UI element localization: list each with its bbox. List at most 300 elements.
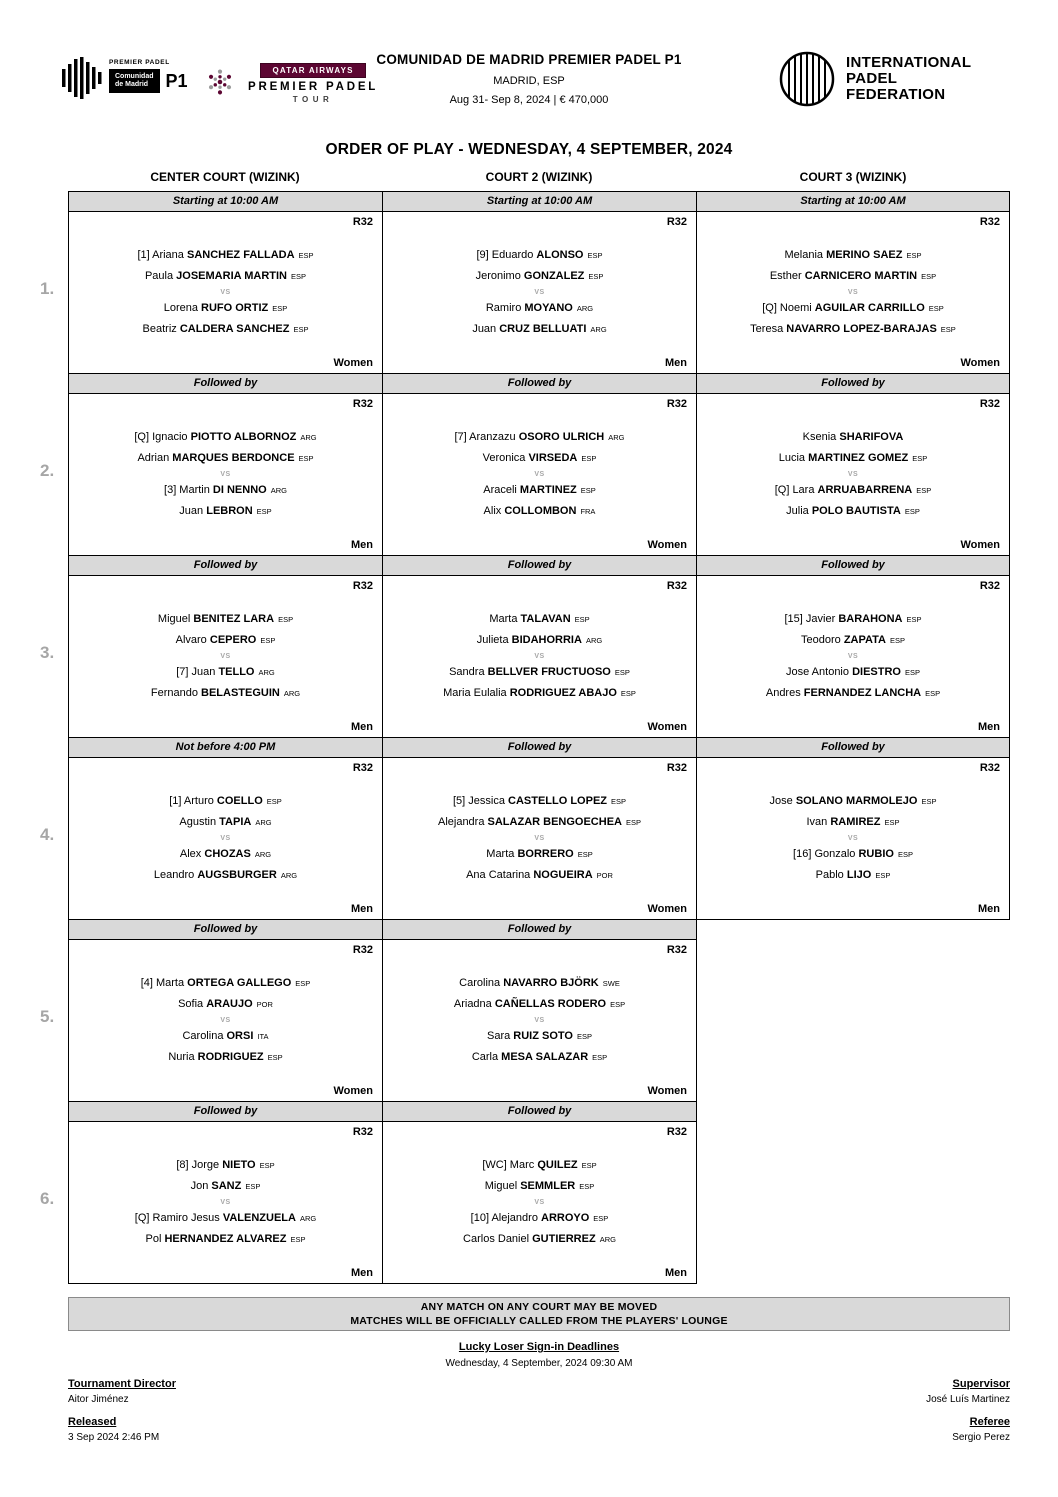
player-last-name: NAVARRO BJÖRK (503, 977, 599, 989)
player-last-name: COELLO (216, 795, 263, 807)
player-country: ESP (904, 668, 920, 677)
gender-label: Women (333, 1085, 373, 1097)
vs-label: VS (220, 1017, 231, 1024)
player-name (69, 865, 382, 886)
player-name (69, 609, 382, 630)
ipf-logo-text (846, 55, 971, 103)
player-last-name: TELLO (218, 666, 255, 678)
row-number: 1. (40, 279, 55, 298)
player-country: ESP (614, 668, 630, 677)
player-first-name: [WC] Marc (482, 1159, 538, 1171)
player-last-name: VIRSEDA (528, 452, 578, 464)
schedule-note: Followed by (69, 1101, 382, 1122)
player-name (383, 844, 696, 865)
match-row (40, 555, 1010, 737)
round-label: R32 (979, 580, 1000, 592)
player-first-name: [8] Jorge (176, 1159, 223, 1171)
player-last-name: GUTIERREZ (532, 1233, 596, 1245)
player-first-name: Carla (471, 1051, 502, 1063)
player-last-name: BORRERO (517, 848, 574, 860)
tournament-title: COMUNIDAD DE MADRID PREMIER PADEL P1 (376, 52, 682, 67)
schedule-note: Followed by (69, 555, 382, 576)
player-name (383, 427, 696, 448)
player-first-name: Veronica (482, 452, 529, 464)
player-first-name: Carolina (459, 977, 504, 989)
player-country: FRA (580, 507, 596, 516)
gender-label: Men (978, 903, 1000, 915)
player-name (383, 448, 696, 469)
player-country: ESP (611, 797, 627, 806)
player-name (69, 1176, 382, 1197)
released-label: Released (68, 1416, 117, 1428)
player-last-name: FERNANDEZ LANCHA (803, 687, 922, 699)
player-last-name: CARNICERO MARTIN (804, 270, 918, 282)
player-name (69, 427, 382, 448)
player-country: ESP (921, 797, 937, 806)
premier-padel-label: PREMIER PADEL (248, 81, 379, 93)
vs-label: VS (534, 1017, 545, 1024)
player-country: ARG (576, 304, 594, 313)
teams-block (383, 1138, 696, 1267)
player-country: ESP (889, 636, 905, 645)
player-last-name: SANCHEZ FALLADA (186, 249, 295, 261)
qatar-airways-label: QATAR AIRWAYS (260, 63, 365, 78)
player-last-name: NAVARRO LOPEZ-BARAJAS (786, 323, 937, 335)
player-last-name: JOSEMARIA MARTIN (176, 270, 287, 282)
player-last-name: ORSI (226, 1030, 254, 1042)
footer-left (68, 1378, 176, 1443)
player-country: ESP (587, 251, 603, 260)
player-name (69, 1208, 382, 1229)
player-first-name: Alex (179, 848, 205, 860)
match-card (697, 576, 1009, 737)
match-card (697, 394, 1009, 555)
player-country: ESP (245, 1182, 261, 1191)
court-cell (68, 373, 382, 555)
player-name (383, 683, 696, 704)
player-country: ESP (593, 1214, 609, 1223)
tier-label: P1 (165, 70, 188, 91)
player-last-name: LEBRON (206, 505, 253, 517)
player-name (697, 662, 1009, 683)
player-first-name: Carolina (182, 1030, 227, 1042)
supervisor-label: Supervisor (952, 1378, 1010, 1390)
court-cell (696, 373, 1010, 555)
player-country: ESP (625, 818, 641, 827)
player-last-name: BIDAHORRIA (511, 634, 582, 646)
player-name (383, 480, 696, 501)
player-name (69, 1026, 382, 1047)
player-last-name: ZAPATA (843, 634, 886, 646)
court-cell (68, 191, 382, 373)
player-first-name: Ariadna (453, 998, 495, 1010)
round-label: R32 (352, 580, 373, 592)
player-first-name: Paula (144, 270, 177, 282)
player-country: ESP (588, 272, 604, 281)
match-card (69, 940, 382, 1101)
player-country: ESP (581, 1161, 597, 1170)
player-name (697, 683, 1009, 704)
player-name (69, 973, 382, 994)
schedule-note: Starting at 10:00 AM (383, 191, 696, 212)
player-country: ESP (592, 1053, 608, 1062)
vs-label: VS (847, 289, 859, 296)
lucky-loser-deadlines-value: Wednesday, 4 September, 2024 09:30 AM (445, 1358, 633, 1369)
teams-block (697, 410, 1009, 539)
round-label: R32 (352, 216, 373, 228)
teams-block (697, 774, 1009, 903)
round-label: R32 (979, 398, 1000, 410)
player-first-name: Alvaro (175, 634, 210, 646)
player-last-name: RUIZ SOTO (513, 1030, 573, 1042)
player-first-name: [7] Aranzazu (454, 431, 519, 443)
player-name (383, 1047, 696, 1068)
released-datetime: 3 Sep 2024 2:46 PM (68, 1432, 160, 1443)
schedule-note: Followed by (697, 737, 1009, 758)
player-last-name: MARTINEZ (519, 484, 577, 496)
player-name (69, 245, 382, 266)
player-last-name: NIETO (222, 1159, 256, 1171)
player-last-name: TAPIA (219, 816, 252, 828)
player-last-name: AUGSBURGER (197, 869, 277, 881)
player-last-name: OSORO ULRICH (518, 431, 605, 443)
player-name (69, 994, 382, 1015)
player-last-name: RUFO ORTIZ (201, 302, 269, 314)
player-first-name: Maria Eulalia (443, 687, 510, 699)
tournament-location: MADRID, ESP (493, 75, 565, 87)
player-first-name: Ramiro (485, 302, 525, 314)
player-first-name: Lucia (778, 452, 809, 464)
court-cell (382, 737, 696, 919)
gender-label: Women (647, 903, 687, 915)
row-number: 4. (40, 825, 55, 844)
match-row (40, 737, 1010, 919)
player-last-name: MESA SALAZAR (501, 1051, 589, 1063)
player-country: ARG (300, 433, 317, 442)
player-country: ESP (610, 1000, 626, 1009)
player-first-name: Nuria (168, 1051, 198, 1063)
vs-label: VS (220, 653, 231, 660)
player-name (383, 1155, 696, 1176)
player-name (69, 791, 382, 812)
player-country: ESP (620, 689, 636, 698)
gender-label: Men (665, 357, 687, 369)
match-card (383, 1122, 696, 1283)
player-first-name: Araceli (483, 484, 520, 496)
player-name (697, 791, 1009, 812)
player-country: ESP (293, 325, 309, 334)
player-last-name: HERNANDEZ ALVAREZ (164, 1233, 287, 1245)
player-name (697, 427, 1009, 448)
lucky-loser-deadlines (68, 1341, 1010, 1369)
player-name (69, 319, 382, 340)
referee-label: Referee (969, 1416, 1010, 1428)
match-card (69, 212, 382, 373)
tournament-director-name: Aitor Jiménez (68, 1394, 129, 1405)
gender-label: Women (333, 357, 373, 369)
supervisor-name: José Luís Martinez (926, 1394, 1010, 1405)
lucky-loser-deadlines-title: Lucky Loser Sign-in Deadlines (458, 1341, 620, 1353)
player-name (697, 812, 1009, 833)
match-card (69, 576, 382, 737)
vs-label: VS (534, 835, 545, 842)
player-name (697, 630, 1009, 651)
player-country: ESP (290, 1235, 306, 1244)
round-label: R32 (666, 580, 687, 592)
player-first-name: Sofia (178, 998, 207, 1010)
player-first-name: Carlos Daniel (463, 1233, 533, 1245)
court-cell (68, 737, 382, 919)
vs-label: VS (534, 653, 545, 660)
round-label: R32 (979, 216, 1000, 228)
player-country: ARG (585, 636, 603, 645)
teams-block (69, 956, 382, 1085)
player-country: ESP (256, 507, 272, 516)
row-number: 2. (40, 461, 55, 480)
player-first-name: Andres (765, 687, 804, 699)
tournament-dates-prize: Aug 31- Sep 8, 2024 | € 470,000 (449, 94, 609, 106)
court-cell (382, 555, 696, 737)
player-name (383, 630, 696, 651)
player-name (697, 865, 1009, 886)
player-name (383, 245, 696, 266)
teams-block (69, 592, 382, 721)
match-row (40, 919, 1010, 1101)
player-name (697, 501, 1009, 522)
player-country: ESP (906, 251, 922, 260)
teams-block (383, 592, 696, 721)
player-name (383, 812, 696, 833)
row-number: 6. (40, 1189, 55, 1208)
player-name (383, 791, 696, 812)
player-last-name: BENITEZ LARA (193, 613, 275, 625)
round-label: R32 (352, 762, 373, 774)
player-country: ESP (906, 615, 922, 624)
player-name (383, 298, 696, 319)
player-name (383, 994, 696, 1015)
player-first-name: [Q] Ignacio (134, 431, 191, 443)
player-name (697, 298, 1009, 319)
player-first-name: Jeronimo (475, 270, 524, 282)
player-last-name: PIOTTO ALBORNOZ (190, 431, 297, 443)
schedule-note: Followed by (383, 737, 696, 758)
court-cell (68, 919, 382, 1101)
teams-block (383, 228, 696, 357)
player-country: ARG (599, 1235, 616, 1244)
player-last-name: ARRUABARRENA (817, 484, 913, 496)
player-country: ESP (912, 454, 928, 463)
gender-label: Women (647, 539, 687, 551)
court-cell (382, 373, 696, 555)
player-country: ESP (921, 272, 937, 281)
player-first-name: Ivan (806, 816, 831, 828)
player-name (383, 266, 696, 287)
court-headers (68, 170, 1010, 184)
vs-label: VS (220, 1199, 231, 1206)
schedule-note: Starting at 10:00 AM (69, 191, 382, 212)
schedule-note: Followed by (697, 555, 1009, 576)
player-country: ESP (875, 871, 891, 880)
teams-block (697, 592, 1009, 721)
court-header-court-3: COURT 3 (WIZINK) (799, 170, 907, 184)
empty-cell (696, 1101, 1010, 1284)
match-card (697, 758, 1009, 919)
player-last-name: ARROYO (541, 1212, 590, 1224)
court-cell (68, 1101, 382, 1284)
player-last-name: CASTELLO LOPEZ (508, 795, 607, 807)
player-country: ESP (298, 251, 314, 260)
player-country: ESP (884, 818, 900, 827)
player-first-name: Ksenia (802, 431, 840, 443)
player-first-name: Marta (489, 613, 521, 625)
player-last-name: CEPERO (209, 634, 257, 646)
player-country: SWE (602, 979, 620, 988)
teams-block (69, 1138, 382, 1267)
player-first-name: [Q] Noemi (762, 302, 815, 314)
player-first-name: Beatriz (142, 323, 180, 335)
player-first-name: Marta (486, 848, 518, 860)
notice-line-2: MATCHES WILL BE OFFICIALLY CALLED FROM THE PLAYERS' LOUNGE (350, 1315, 728, 1327)
player-country: ARG (254, 850, 272, 859)
empty-cell (696, 919, 1010, 1101)
player-first-name: Juan (179, 505, 207, 517)
player-name (383, 1176, 696, 1197)
player-name (383, 319, 696, 340)
player-country: ESP (579, 1182, 595, 1191)
tournament-director-label: Tournament Director (68, 1378, 176, 1390)
vs-label: VS (847, 835, 859, 842)
vs-label: VS (534, 1199, 545, 1206)
player-name (69, 630, 382, 651)
teams-block (69, 410, 382, 539)
player-last-name: ARAUJO (206, 998, 253, 1010)
player-first-name: Alejandra (437, 816, 488, 828)
player-first-name: [16] Gonzalo (793, 848, 859, 860)
match-row (40, 191, 1010, 373)
player-country: ESP (904, 507, 920, 516)
teams-block (383, 410, 696, 539)
player-last-name: CAÑELLAS RODERO (494, 998, 607, 1010)
schedule-note: Followed by (383, 919, 696, 940)
court-header-center-court: CENTER COURT (WIZINK) (150, 170, 300, 184)
round-label: R32 (352, 1126, 373, 1138)
court-cell (696, 191, 1010, 373)
round-label: R32 (352, 944, 373, 956)
player-first-name: Alix (483, 505, 505, 517)
player-first-name: Jon (190, 1180, 212, 1192)
player-last-name: MERINO SAEZ (826, 249, 903, 261)
round-label: R32 (352, 398, 373, 410)
player-last-name: MOYANO (524, 302, 573, 314)
player-first-name: [1] Arturo (169, 795, 217, 807)
player-name (383, 973, 696, 994)
player-country: ESP (928, 304, 944, 313)
player-country: ARG (299, 1214, 317, 1223)
player-country: ESP (291, 272, 307, 281)
gender-label: Men (351, 903, 373, 915)
player-last-name: BELLVER FRUCTUOSO (487, 666, 611, 678)
player-country: ESP (580, 486, 596, 495)
player-last-name: MARQUES BERDONCE (172, 452, 295, 464)
player-country: ESP (295, 979, 311, 988)
round-label: R32 (666, 398, 687, 410)
player-country: ESP (259, 1161, 275, 1170)
gender-label: Men (978, 721, 1000, 733)
player-first-name: [Q] Ramiro Jesus (134, 1212, 223, 1224)
teams-block (69, 774, 382, 903)
player-last-name: ORTEGA GALLEGO (187, 977, 292, 989)
player-name (697, 844, 1009, 865)
match-card (383, 576, 696, 737)
player-name (69, 812, 382, 833)
player-first-name: Miguel (484, 1180, 521, 1192)
premier-padel-tagline: PREMIER PADEL (109, 59, 170, 66)
player-first-name: Pol (145, 1233, 165, 1245)
schedule-note: Followed by (383, 555, 696, 576)
player-country: ESP (916, 486, 932, 495)
gender-label: Women (960, 357, 1000, 369)
court-header-court-2: COURT 2 (WIZINK) (485, 170, 593, 184)
international-padel-federation-logo (778, 50, 971, 108)
player-country: ARG (258, 668, 275, 677)
player-country: POR (596, 871, 613, 880)
player-name (69, 1155, 382, 1176)
player-first-name: [7] Juan (176, 666, 219, 678)
player-name (383, 1229, 696, 1250)
teams-block (383, 774, 696, 903)
schedule-note: Followed by (383, 373, 696, 394)
player-country: ESP (267, 1053, 283, 1062)
schedule-note: Not before 4:00 PM (69, 737, 382, 758)
player-first-name: Sandra (449, 666, 488, 678)
player-first-name: [15] Javier (784, 613, 839, 625)
gender-label: Men (351, 539, 373, 551)
row-number: 3. (40, 643, 55, 662)
player-name (697, 319, 1009, 340)
player-last-name: RODRIGUEZ (197, 1051, 264, 1063)
player-country: ESP (260, 636, 276, 645)
player-first-name: [5] Jessica (452, 795, 508, 807)
player-first-name: [10] Alejandro (470, 1212, 542, 1224)
player-last-name: BELASTEGUIN (201, 687, 280, 699)
player-last-name: CRUZ BELLUATI (499, 323, 587, 335)
player-name (69, 501, 382, 522)
teams-block (383, 956, 696, 1085)
player-last-name: SOLANO MARMOLEJO (795, 795, 918, 807)
vs-label: VS (847, 653, 859, 660)
order-table (40, 191, 1010, 1284)
vs-label: VS (534, 289, 545, 296)
player-country: ESP (272, 304, 288, 313)
court-cell (68, 555, 382, 737)
player-last-name: VALENZUELA (222, 1212, 296, 1224)
round-label: R32 (666, 944, 687, 956)
player-name (69, 298, 382, 319)
match-card (383, 940, 696, 1101)
player-last-name: QUILEZ (537, 1159, 578, 1171)
player-country: ESP (576, 1032, 592, 1041)
player-first-name: Adrian (137, 452, 173, 464)
player-last-name: AGUILAR CARRILLO (814, 302, 925, 314)
court-cell (382, 191, 696, 373)
match-row (40, 373, 1010, 555)
player-name (69, 1229, 382, 1250)
player-country: ARG (270, 486, 287, 495)
player-country: ESP (577, 850, 593, 859)
player-name (69, 448, 382, 469)
player-first-name: [9] Eduardo (476, 249, 537, 261)
player-country: ESP (574, 615, 590, 624)
